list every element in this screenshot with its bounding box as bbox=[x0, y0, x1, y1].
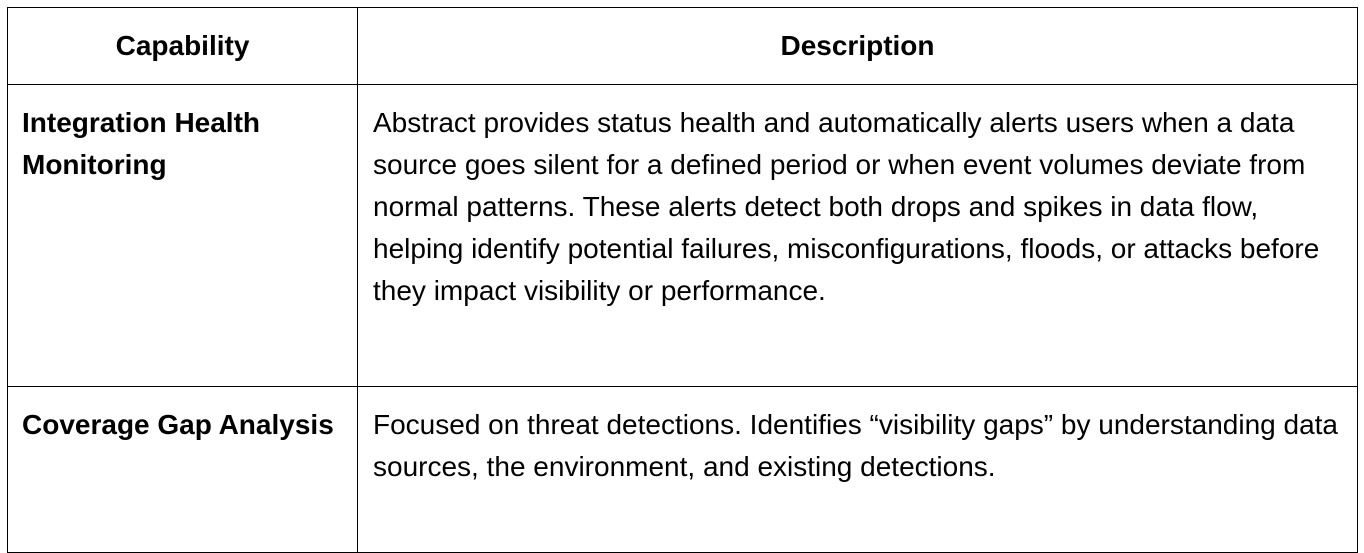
capability-description: Focused on threat detections. Identifies “visibility gaps” by understanding data sources, the environment, and existing detections. bbox=[358, 387, 1358, 553]
table-header-row bbox=[8, 8, 1358, 85]
capability-table bbox=[7, 7, 1358, 553]
column-header-description: Description bbox=[358, 8, 1358, 85]
table-row bbox=[8, 85, 1358, 387]
table-row bbox=[8, 387, 1358, 553]
capability-name: Integration Health Monitoring bbox=[8, 85, 358, 387]
capability-name: Coverage Gap Analysis bbox=[8, 387, 358, 553]
capability-description: Abstract provides status health and automatically alerts users when a data source goes silent for a defined period or when event volumes deviate from normal patterns. These alerts detect both drops and spikes in data flow, helping identify potential failures, misconfigurations, floods, or attacks before they impact visibility or performance. bbox=[358, 85, 1358, 387]
column-header-capability: Capability bbox=[8, 8, 358, 85]
